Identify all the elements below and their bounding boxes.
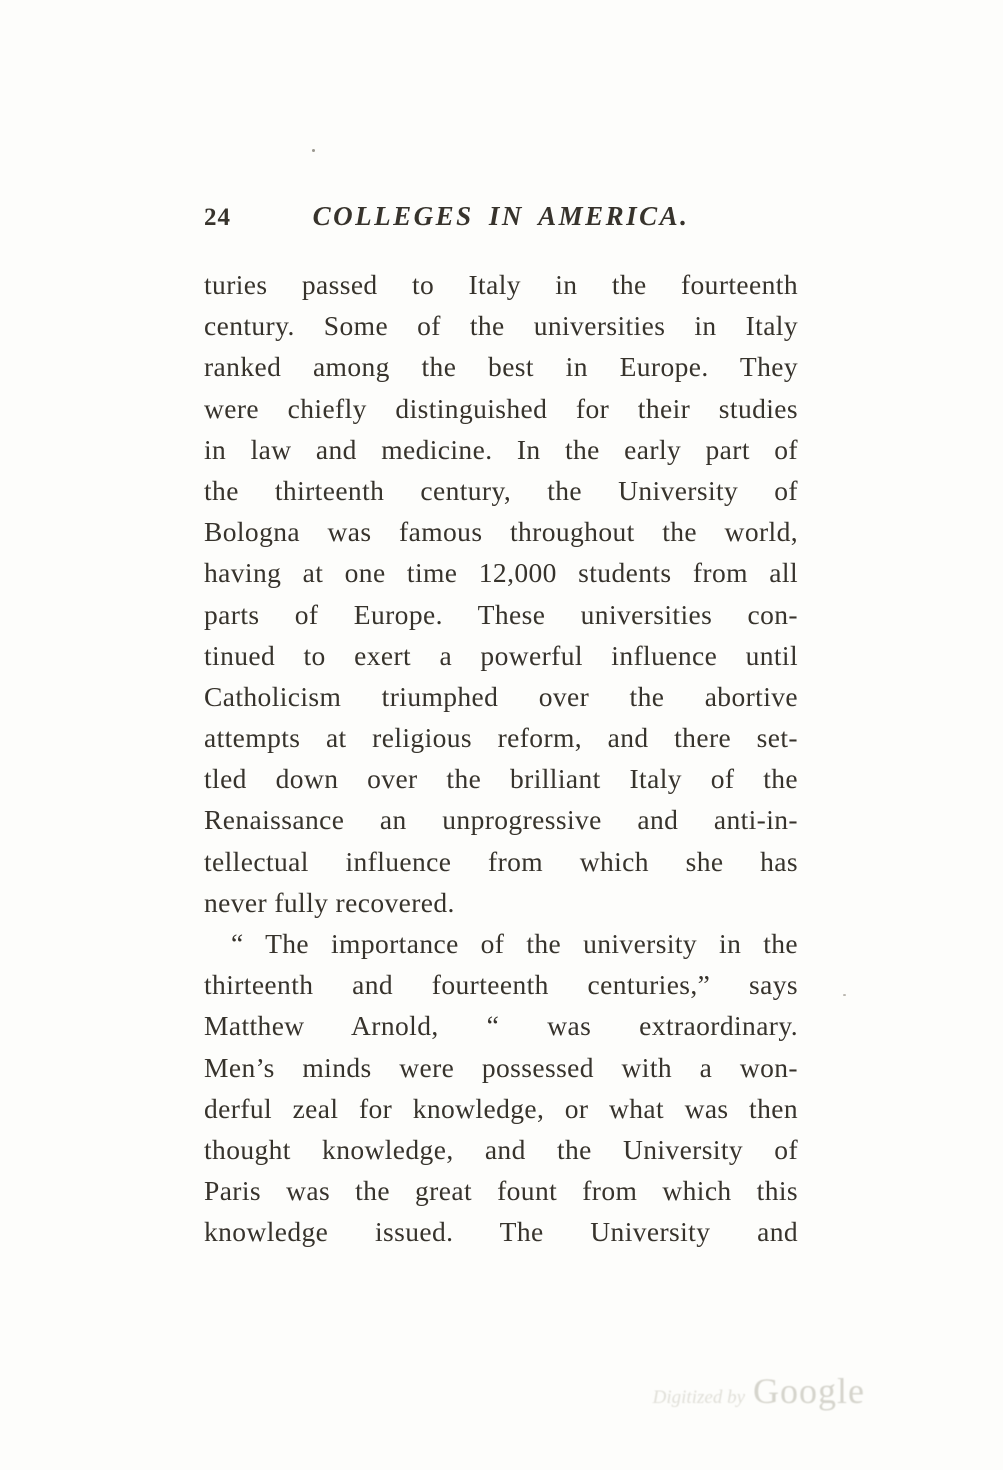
page-number: 24	[204, 204, 231, 231]
text-line: derful zeal for knowledge, or what was then	[204, 1092, 798, 1124]
text-line: in law and medicine. In the early part of	[204, 433, 798, 465]
text-line: tellectual influence from which she has	[204, 845, 798, 877]
text-line: thought knowledge, and the University of	[204, 1133, 798, 1165]
paragraph-2	[204, 923, 798, 1253]
google-watermark	[653, 1370, 865, 1412]
watermark-prefix-text: Digitized by	[652, 1387, 746, 1408]
text-line: tled down over the brilliant Italy of the	[204, 763, 798, 795]
text-line: attempts at religious reform, and there set-	[204, 722, 798, 754]
text-line: Bologna was famous throughout the world,	[204, 516, 798, 548]
text-line: the thirteenth century, the University of	[204, 474, 798, 506]
running-title: COLLEGES IN AMERICA.	[312, 201, 690, 231]
text-line: tinued to exert a powerful influence until	[204, 639, 798, 671]
body-text-block	[204, 264, 798, 1253]
text-line: never fully recovered.	[204, 886, 455, 918]
text-line: parts of Europe. These universities con-	[204, 598, 798, 630]
text-line: knowledge issued. The University and	[204, 1216, 798, 1248]
scan-artifact-speck	[312, 149, 315, 152]
text-line: ranked among the best in Europe. They	[204, 351, 798, 383]
text-line: century. Some of the universities in Italy	[204, 310, 798, 342]
text-line: “ The importance of the university in the	[231, 928, 798, 959]
text-line: Renaissance an unprogressive and anti-in-	[204, 804, 798, 836]
text-line: having at one time 12,000 students from all	[204, 557, 798, 589]
page-header	[204, 201, 798, 235]
scan-artifact-speck	[843, 994, 846, 996]
text-line: Paris was the great fount from which this	[204, 1175, 798, 1207]
text-line: turies passed to Italy in the fourteenth	[204, 269, 798, 300]
text-line: Catholicism triumphed over the abortive	[204, 680, 798, 712]
paragraph-1	[204, 264, 798, 923]
google-logo-text: Google	[753, 1371, 865, 1411]
text-line: Men’s minds were possessed with a won-	[204, 1051, 798, 1083]
text-line: Matthew Arnold, “ was extraordinary.	[204, 1010, 798, 1042]
text-line: were chiefly distinguished for their studies	[204, 392, 798, 424]
text-line: thirteenth and fourteenth centuries,” says	[204, 969, 798, 1001]
